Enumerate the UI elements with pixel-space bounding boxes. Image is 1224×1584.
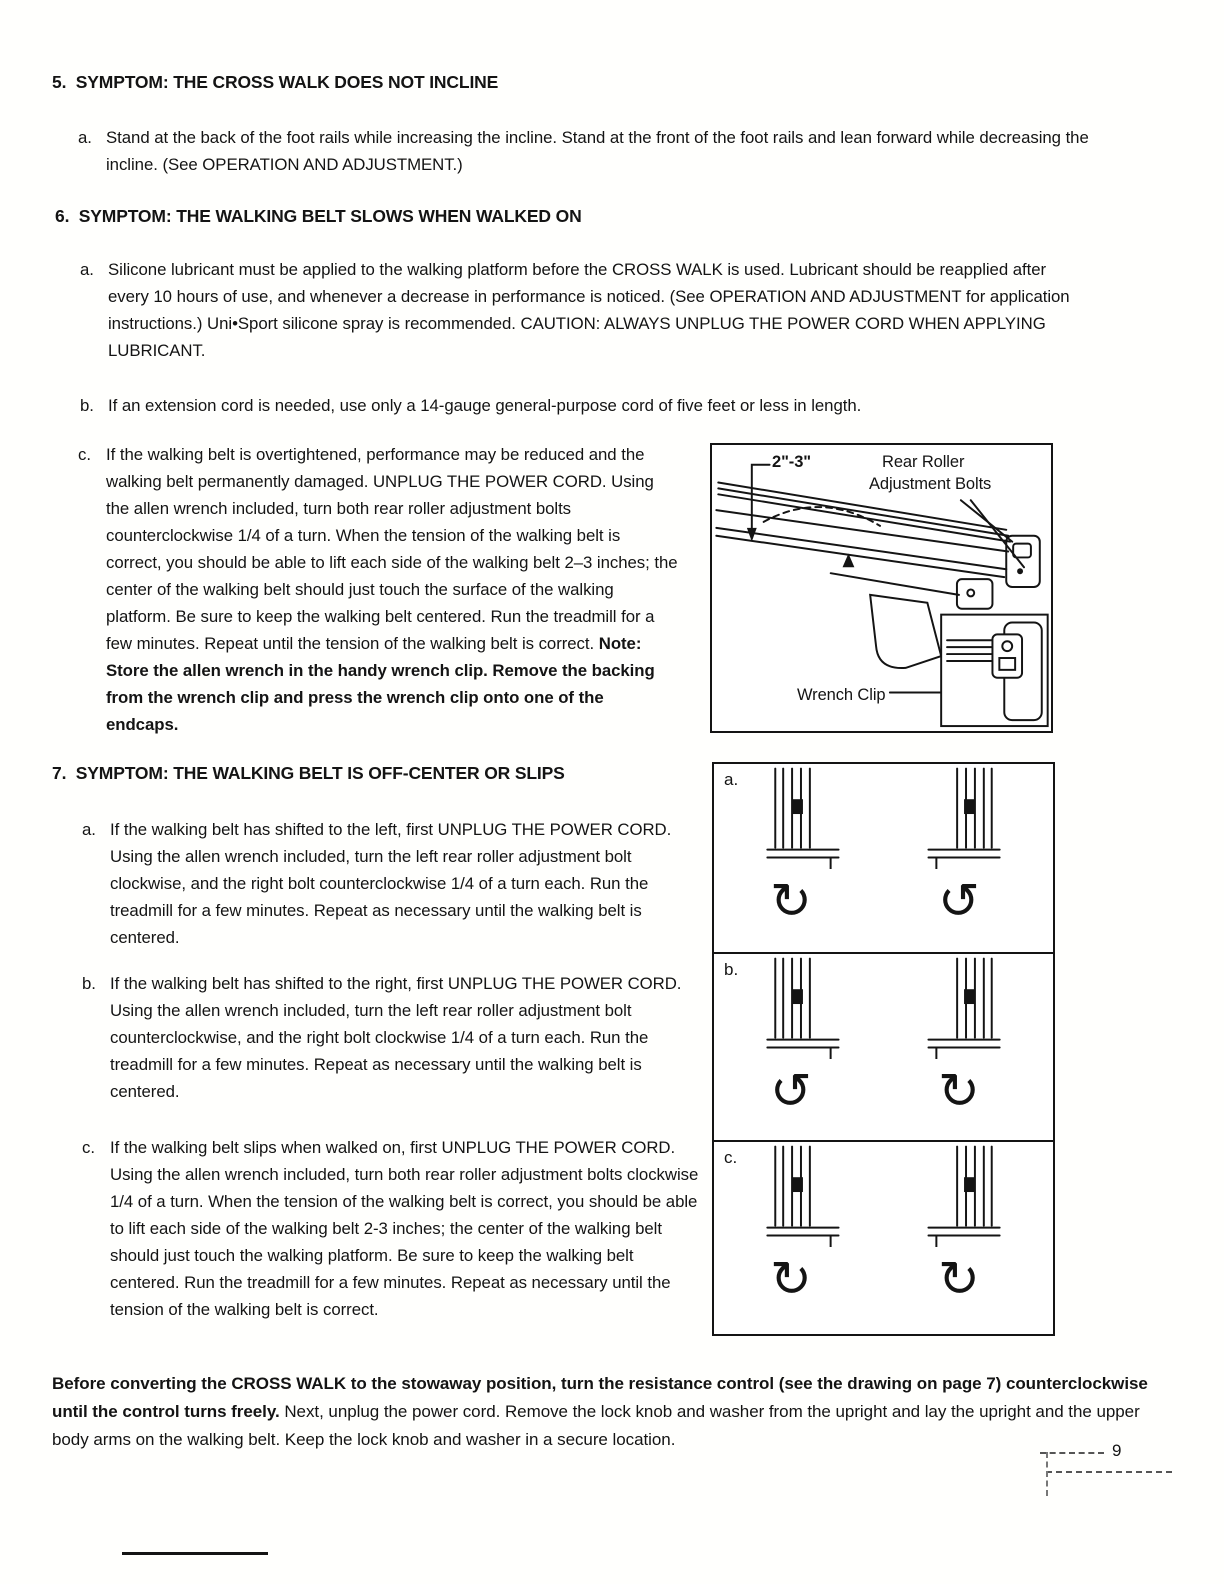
item-6a-label: a. bbox=[80, 260, 94, 279]
item-6c bbox=[78, 441, 680, 738]
belt-rails-diagram bbox=[714, 1142, 1053, 1247]
item-6a-text: Silicone lubricant must be applied to the walking platform before the CROSS WALK is used. Lubricant should be reapplied after every 10 hours of use, and whenever a decrease in performance is noticed. (See OPERATION AND ADJUSTMENT for application instructions.) Uni•Sport silicone spray is recommended. CAUTION: ALWAYS UNPLUG THE POWER CORD WHEN APPLYING LUBRICANT. bbox=[108, 260, 1070, 360]
item-5a-text: Stand at the back of the foot rails while increasing the incline. Stand at the front of the foot rails and lean forward while decreasing the incline. (See OPERATION AND ADJUSTMENT.) bbox=[106, 128, 1089, 174]
figure-panel-c bbox=[714, 1140, 1053, 1328]
item-7a bbox=[82, 816, 694, 951]
item-6c-text bbox=[106, 441, 680, 738]
item-7c-label: c. bbox=[82, 1138, 95, 1157]
rotate-counterclockwise-icon: ↺ bbox=[770, 1062, 812, 1120]
item-7b-label: b. bbox=[82, 974, 96, 993]
footer-bold-text: Before converting the CROSS WALK to the stowaway position, turn the resistance control (see the drawing on page 7) counterclockwise until the control turns freely. bbox=[52, 1374, 1148, 1421]
item-6b-text: If an extension cord is needed, use only a 14-gauge general-purpose cord of five feet or less in length. bbox=[108, 396, 862, 415]
figure-panel-b bbox=[714, 952, 1053, 1140]
item-5a bbox=[78, 124, 1124, 178]
section-7-heading: 7. SYMPTOM: THE WALKING BELT IS OFF-CENTER OR SLIPS bbox=[52, 763, 565, 783]
rotate-clockwise-icon: ↻ bbox=[770, 1250, 812, 1308]
item-6a bbox=[80, 256, 1075, 364]
rotate-clockwise-icon: ↻ bbox=[938, 1250, 980, 1308]
footer-normal-text: Next, unplug the power cord. Remove the lock knob and washer from the upright and lay the upright and the upper body arms on the walking belt. Keep the lock knob and washer in a secure location. bbox=[52, 1402, 1140, 1449]
rotate-counterclockwise-icon: ↺ bbox=[938, 872, 980, 930]
section-6-heading: 6. SYMPTOM: THE WALKING BELT SLOWS WHEN WALKED ON bbox=[55, 206, 582, 226]
rotate-clockwise-icon: ↻ bbox=[770, 872, 812, 930]
page-number-dash-left bbox=[1040, 1452, 1104, 1454]
rotate-clockwise-icon: ↻ bbox=[938, 1062, 980, 1120]
footer-rule bbox=[122, 1552, 268, 1555]
item-7c-text: If the walking belt slips when walked on, first UNPLUG THE POWER CORD. Using the allen wrench included, turn both rear roller adjustment bolts clockwise 1/4 of a turn. When the tension of the walking belt is correct, you should be able to lift each side of the walking belt 2-3 inches; the center of the walking belt should just touch the walking platform. Be sure to keep the walking belt centered. Run the treadmill for a few minutes. Repeat as necessary until the tension of the walking belt is correct. bbox=[110, 1138, 699, 1319]
item-6c-label: c. bbox=[78, 445, 91, 464]
item-5a-label: a. bbox=[78, 128, 92, 147]
page-number-dash-vertical bbox=[1046, 1452, 1048, 1496]
belt-rails-diagram bbox=[714, 954, 1053, 1059]
panel-b-label: b. bbox=[724, 960, 739, 979]
item-7a-text: If the walking belt has shifted to the left, first UNPLUG THE POWER CORD. Using the allen wrench included, turn the left rear roller adjustment bolt clockwise, and the right bolt counterclockwise 1/4 of a turn each. Run the treadmill for a few minutes. Repeat as necessary until the walking belt is centered. bbox=[110, 820, 672, 947]
fig1-wrench-clip-label: Wrench Clip bbox=[797, 686, 886, 704]
item-7b bbox=[82, 970, 694, 1105]
figure-belt-centering bbox=[712, 762, 1055, 1336]
figure-rear-roller bbox=[710, 443, 1053, 733]
fig1-rear-roller-label-line2: Adjustment Bolts bbox=[869, 475, 992, 493]
panel-c-label: c. bbox=[724, 1148, 738, 1167]
item-6c-note: Note: Store the allen wrench in the handy wrench clip. Remove the backing from the wrench clip and press the wrench clip onto one of the endcaps. bbox=[106, 634, 655, 734]
item-7b-text: If the walking belt has shifted to the right, first UNPLUG THE POWER CORD. Using the allen wrench included, turn the left rear roller adjustment bolt counterclockwise, and the right bolt clockwise 1/4 of a turn each. Run the treadmill for a few minutes. Repeat as necessary until the walking belt is centered. bbox=[110, 974, 682, 1101]
item-6c-body: If the walking belt is overtightened, performance may be reduced and the walking belt permanently damaged. UNPLUG THE POWER CORD. Using the allen wrench included, turn both rear roller adjustment bolts counterclockwise 1/4 of a turn. When the tension of the walking belt is correct, you should be able to lift each side of the walking belt 2–3 inches; the center of the walking belt should just touch the surface of the walking platform. Be sure to keep the walking belt centered. Run the treadmill for a few minutes. Repeat until the tension of the walking belt is correct. bbox=[106, 445, 678, 653]
panel-a-label: a. bbox=[724, 770, 739, 789]
footer-paragraph bbox=[52, 1370, 1174, 1454]
item-6b-label: b. bbox=[80, 396, 94, 415]
section-5-heading: 5. SYMPTOM: THE CROSS WALK DOES NOT INCLINE bbox=[52, 72, 499, 92]
belt-rails-diagram bbox=[714, 764, 1053, 869]
page-number-dash-bottom bbox=[1046, 1471, 1172, 1473]
item-6b bbox=[80, 392, 1080, 419]
fig1-rear-roller-label-line1: Rear Roller bbox=[882, 453, 965, 471]
item-7c bbox=[82, 1134, 700, 1323]
fig1-dimension-label: 2"-3" bbox=[772, 453, 811, 471]
page-number: 9 bbox=[1112, 1441, 1122, 1460]
item-7a-label: a. bbox=[82, 820, 96, 839]
figure-panel-a bbox=[714, 764, 1053, 952]
